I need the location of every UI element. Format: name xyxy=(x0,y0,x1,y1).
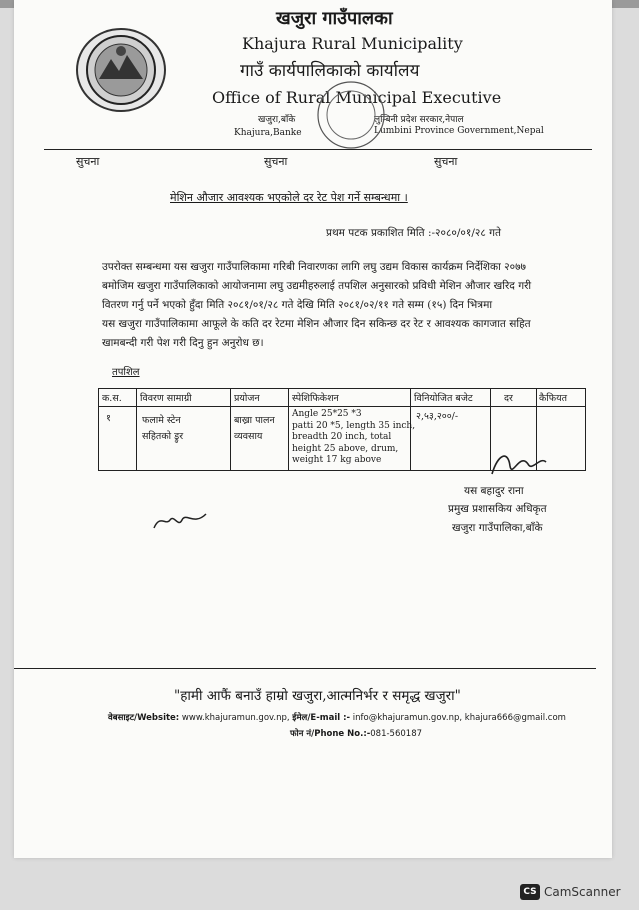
handwritten-initial xyxy=(150,508,210,534)
phone-number: 081-560187 xyxy=(370,729,423,739)
header-divider xyxy=(44,149,592,150)
notice-label: सुचना xyxy=(434,155,458,168)
signature xyxy=(484,444,554,484)
office-english: Office of Rural Municipal Executive xyxy=(212,88,502,107)
camscanner-label: CamScanner xyxy=(544,885,621,899)
email-link[interactable]: info@khajuramun.gov.np, khajura666@gmail.com xyxy=(352,713,566,723)
table-header: विनियोजित बजेट xyxy=(414,393,473,404)
title-english: Khajura Rural Municipality xyxy=(242,34,463,53)
table-cell-purpose: बाख्रा पालन व्यवसाय xyxy=(234,415,275,442)
footer-divider xyxy=(14,668,596,669)
province-nepali: लुम्बिनी प्रदेश सरकार,नेपाल xyxy=(374,115,464,125)
body-paragraph xyxy=(102,258,602,353)
camscanner-icon: CS xyxy=(520,884,540,900)
tapsil-label: तपशिल xyxy=(112,367,140,378)
table-header: दर xyxy=(504,393,513,404)
signatory-title: प्रमुख प्रशासकिय अधिकृत xyxy=(448,503,547,515)
document-page xyxy=(14,0,612,858)
body-line: उपरोक्त सम्बन्धमा यस खजुरा गाउँपालिकामा गरिबी निवारणका लागि लघु उद्यम विकास कार्यक्रम निर्देशिका २०७७ xyxy=(102,261,526,273)
table-header: कैफियत xyxy=(539,393,568,404)
body-line: यस खजुरा गाउँपालिकामा आफूले के कति दर रेटमा मेशिन औजार दिन सकिन्छ दर रेट र आवश्यक कागजात सहित xyxy=(102,318,531,330)
title-nepali: खजुरा गाउँपालका xyxy=(276,8,393,29)
table-cell-spec: Angle 25*25 *3 patti 20 *5, length 35 inch, breadth 20 inch, total height 25 above, drum, weight 17 kg above xyxy=(292,409,416,465)
table-header: विवरण सामाग्री xyxy=(140,393,192,404)
signatory-office: खजुरा गाउँपालिका,बाँके xyxy=(452,522,543,534)
table-header: स्पेशिफिकेशन xyxy=(292,393,339,404)
table-header: प्रयोजन xyxy=(234,393,260,404)
address-english: Khajura,Banke xyxy=(234,128,302,138)
table-cell-budget: २,५३,२००/- xyxy=(416,411,459,422)
notice-label: सुचना xyxy=(264,155,288,168)
website-link[interactable]: www.khajuramun.gov.np, xyxy=(181,713,290,723)
body-line: वितरण गर्नु पर्ने भएको हुँदा मिति २०८१/०१/२८ गते देखि मिति २०८१/०२/११ गते सम्म (१५) दिन भित्रमा xyxy=(102,299,493,311)
address-nepali: खजुरा,बाँके xyxy=(258,115,296,125)
office-stamp xyxy=(314,78,388,152)
published-date: प्रथम पटक प्रकाशित मिति :-२०८०/०१/२८ गते xyxy=(326,227,502,239)
footer-slogan: "हामी आफैं बनाउँ हाम्रो खजुरा,आत्मनिर्भर र समृद्ध खजुरा" xyxy=(174,688,461,704)
table-header: क.स. xyxy=(102,393,122,404)
municipality-emblem xyxy=(76,28,166,112)
camscanner-watermark xyxy=(520,884,621,900)
table-cell-sn: १ xyxy=(106,413,111,424)
body-line: बमोजिम खजुरा गाउँपालिकाको आयोजनामा लघु उद्यमीहरुलाई तपशिल अनुसारको प्रविधी मेशिन औजार खरिद गरी xyxy=(102,280,532,292)
footer-phone xyxy=(290,728,422,739)
phone-label: फोन नं/Phone No.:- xyxy=(290,729,371,739)
subject: मेशिन औजार आवश्यक भएकोले दर रेट पेश गर्ने सम्बन्धमा । xyxy=(170,191,408,204)
email-label: ईमेल/E-mail :- xyxy=(292,713,351,723)
province-english: Lumbini Province Government,Nepal xyxy=(374,126,544,136)
notice-label: सुचना xyxy=(76,155,100,168)
website-label: वेबसाइट/Website: xyxy=(108,713,180,723)
footer-contact xyxy=(108,712,566,723)
signatory-name: यस बहादुर राना xyxy=(464,485,524,497)
office-nepali: गाउँ कार्यपालिकाको कार्यालय xyxy=(240,61,420,81)
body-line: खामबन्दी गरी पेश गरी दिनु हुन अनुरोध छ। xyxy=(102,337,264,349)
table-cell-item: फलामे स्टेन सहितको ड्रुर xyxy=(142,415,184,442)
